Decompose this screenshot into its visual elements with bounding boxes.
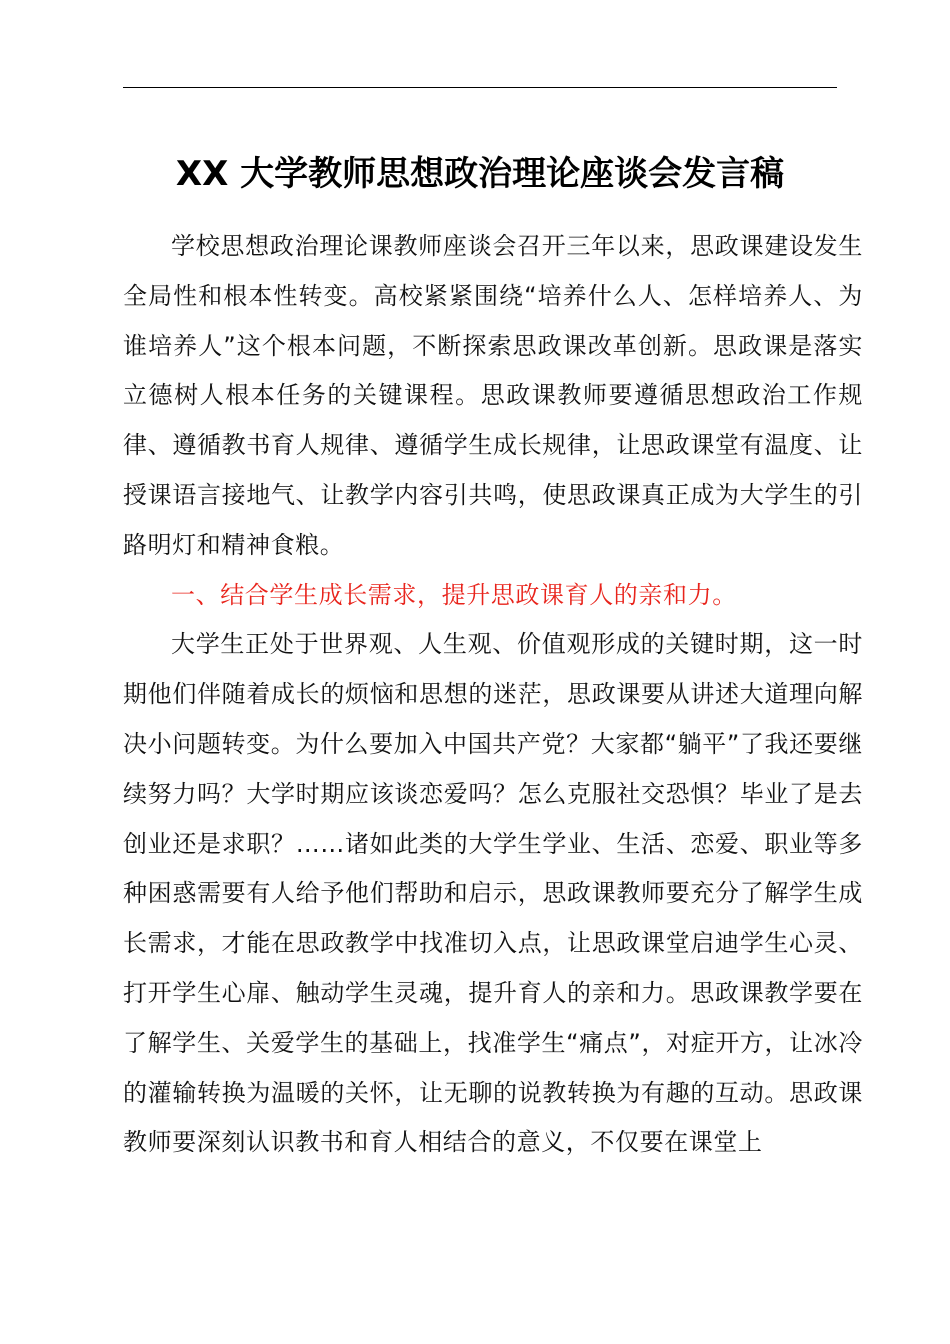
section-heading: 一、结合学生成长需求，提升思政课育人的亲和力。 — [171, 580, 737, 609]
header-rule — [123, 87, 837, 88]
intro-paragraph: 学校思想政治理论课教师座谈会召开三年以来，思政课建设发生全局性和根本性转变。高校紧紧围绕“培养什么人、怎样培养人、为谁培养人”这个根本问题，不断探索思政课改革创新。思政课是落实立德树人根本任务的关键课程。思政课教师要遵循思想政治工作规律、遵循教书育人规律、遵循学生成长规律，让思政课堂有温度、让授课语言接地气、让教学内容引共鸣，使思政课真正成为大学生的引路明灯和精神食粮。 — [123, 232, 863, 559]
document-body — [123, 222, 863, 1168]
document-title: XX 大学教师思想政治理论座谈会发言稿 — [175, 154, 785, 194]
section-paragraph: 大学生正处于世界观、人生观、价值观形成的关键时期，这一时期他们伴随着成长的烦恼和思想的迷茫，思政课要从讲述大道理向解决小问题转变。为什么要加入中国共产党？大家都“躺平”了我还要继续努力吗？大学时期应该谈恋爱吗？怎么克服社交恐惧？毕业了是去创业还是求职？……诸如此类的大学生学业、生活、恋爱、职业等多种困惑需要有人给予他们帮助和启示，思政课教师要充分了解学生成长需求，才能在思政教学中找准切入点，让思政课堂启迪学生心灵、打开学生心扉、触动学生灵魂，提升育人的亲和力。思政课教学要在了解学生、关爱学生的基础上，找准学生“痛点”，对症开方，让冰冷的灌输转换为温暖的关怀，让无聊的说教转换为有趣的互动。思政课教师要深刻认识教书和育人相结合的意义，不仅要在课堂上 — [123, 630, 863, 1157]
